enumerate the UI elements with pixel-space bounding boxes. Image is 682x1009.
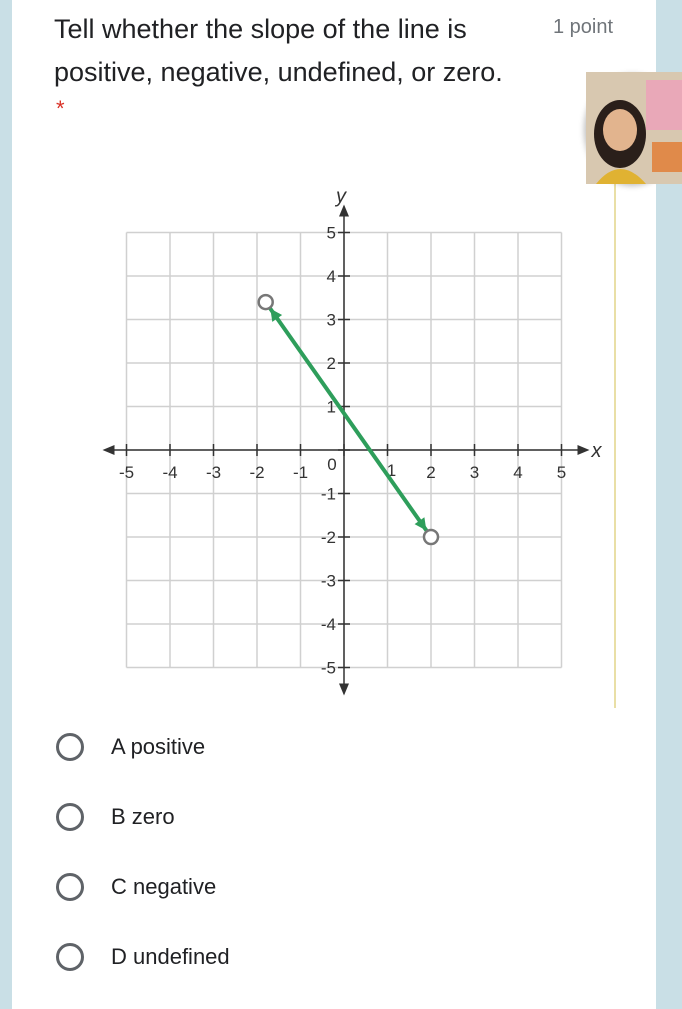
question-card <box>12 0 656 1009</box>
y-tick-label: -3 <box>320 571 336 591</box>
x-tick-label: -3 <box>205 463 222 482</box>
y-tick-label: -1 <box>320 484 336 504</box>
option-a[interactable] <box>54 712 474 782</box>
x-tick-label: -4 <box>162 463 178 482</box>
option-label: B zero <box>111 804 175 829</box>
y-tick-label: 1 <box>326 397 336 417</box>
radio-button[interactable] <box>56 803 84 831</box>
y-axis-arrow-down <box>339 684 349 696</box>
origin-label: 0 <box>327 455 337 474</box>
x-tick-label: -5 <box>118 463 135 482</box>
option-label: D undefined <box>111 944 230 969</box>
radio-button[interactable] <box>56 733 84 761</box>
option-c[interactable] <box>54 852 474 922</box>
option-b[interactable] <box>54 782 474 852</box>
avatar-photo <box>586 72 682 184</box>
option-d[interactable] <box>54 922 474 992</box>
option-label: A positive <box>111 734 206 759</box>
x-tick-label: 1 <box>386 461 397 480</box>
question-title: Tell whether the slope of the line is positive, negative, undefined, or zero. <box>54 14 503 87</box>
user-avatar[interactable] <box>586 72 682 184</box>
x-tick-label: 3 <box>469 463 480 482</box>
x-tick-label: -2 <box>249 463 265 482</box>
x-tick-label: 5 <box>556 463 567 482</box>
side-divider <box>614 178 616 708</box>
x-axis-label: x <box>591 440 602 462</box>
y-tick-label: 4 <box>326 267 336 286</box>
coordinate-graph <box>82 170 602 710</box>
y-tick-label: 3 <box>326 310 336 330</box>
y-axis-label: y <box>336 185 346 208</box>
required-indicator: * <box>56 96 65 121</box>
open-endpoint-start <box>259 295 273 309</box>
radio-button[interactable] <box>56 943 84 971</box>
x-axis-arrow-right <box>578 445 590 455</box>
x-tick-label: 4 <box>513 463 523 482</box>
option-label: C negative <box>111 874 217 899</box>
data-line <box>266 302 431 537</box>
y-tick-label: -5 <box>320 658 336 678</box>
y-tick-label: -4 <box>320 615 336 634</box>
options-list <box>54 712 474 992</box>
y-tick-label: 5 <box>326 223 336 243</box>
points-label: 1 point <box>553 16 614 38</box>
radio-button[interactable] <box>56 873 84 901</box>
open-endpoint-end <box>424 530 438 544</box>
x-tick-label: -1 <box>292 463 309 482</box>
y-tick-label: -2 <box>320 528 336 547</box>
x-axis-arrow-left <box>103 445 115 455</box>
y-tick-label: 2 <box>326 354 336 373</box>
x-tick-label: 2 <box>426 463 436 482</box>
